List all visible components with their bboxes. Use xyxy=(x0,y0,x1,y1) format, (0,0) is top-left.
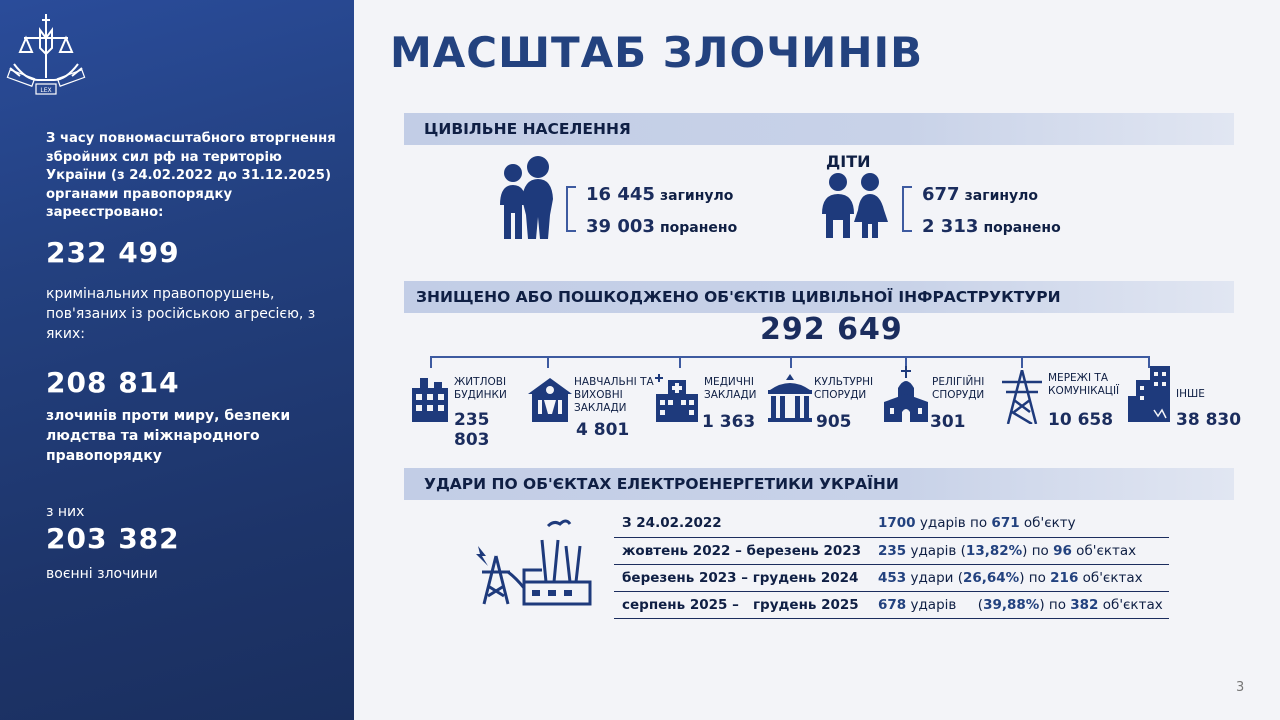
category-networks xyxy=(1000,370,1120,434)
category-name: НАВЧАЛЬНІ ТА ВИХОВНІ ЗАКЛАДИ xyxy=(574,376,654,414)
table-cell-strikes: 1700 ударів по 671 об'єкту xyxy=(870,510,1169,537)
war-crimes-desc: воєнні злочини xyxy=(46,566,158,582)
children-label: ДІТИ xyxy=(826,152,871,171)
category-residential xyxy=(410,374,530,450)
adults-killed xyxy=(586,184,733,205)
table-row xyxy=(614,537,1169,564)
children-killed-label: загинуло xyxy=(964,188,1039,204)
table-cell-period: березень 2023 – грудень 2024 xyxy=(614,564,870,591)
adults-killed-number: 16 445 xyxy=(586,184,655,205)
table-cell-period: жовтень 2022 – березень 2023 xyxy=(614,537,870,564)
theater-icon xyxy=(768,374,812,422)
city-buildings-icon xyxy=(1128,366,1174,422)
adults-wounded-label: поранено xyxy=(659,220,738,236)
energy-heading: УДАРИ ПО ОБ'ЄКТАХ ЕЛЕКТРОЕНЕРГЕТИКИ УКРАЇНИ xyxy=(404,468,1234,500)
power-tower-icon xyxy=(1000,370,1044,424)
tree-drop xyxy=(430,356,432,368)
table-row xyxy=(614,564,1169,591)
infrastructure-total: 292 649 xyxy=(760,312,903,347)
war-crimes-number: 203 382 xyxy=(46,522,180,555)
category-name: КУЛЬТУРНІ СПОРУДИ xyxy=(814,376,874,401)
table-cell-strikes: 453 удари (26,64%) по 216 об'єктах xyxy=(870,564,1169,591)
church-icon xyxy=(884,366,928,422)
category-value: 10 658 xyxy=(1048,410,1114,430)
of-them-label: з них xyxy=(46,504,85,520)
table-cell-period: серпень 2025 – грудень 2025 xyxy=(614,591,870,618)
hospital-icon xyxy=(654,374,700,422)
category-value: 905 xyxy=(816,412,852,432)
civilians-heading: ЦИВІЛЬНЕ НАСЕЛЕННЯ xyxy=(404,113,1234,145)
category-name: ЖИТЛОВІ БУДИНКИ xyxy=(454,376,507,401)
children-wounded-label: поранено xyxy=(983,220,1061,236)
tree-drop xyxy=(1021,356,1023,368)
crimes-peace-number: 208 814 xyxy=(46,366,180,399)
left-panel xyxy=(0,0,354,720)
crimes-peace-desc: злочинів проти миру, безпеки людства та міжнародного правопорядку xyxy=(46,408,291,464)
table-cell-strikes: 235 ударів (13,82%) по 96 об'єктах xyxy=(870,537,1169,564)
children-killed xyxy=(922,184,1038,205)
intro-text: З часу повномасштабного вторгнення збройних сил рф на територію України (з 24.02.2022 до 31.12.2025) органами правопорядку зареєстровано: xyxy=(46,131,336,220)
apartment-building-icon xyxy=(410,374,450,422)
category-name: МЕРЕЖІ ТА КОМУНІКАЦІЇ xyxy=(1048,372,1120,397)
category-medical xyxy=(654,374,774,434)
adults-icon xyxy=(496,155,554,241)
category-value: 1 363 xyxy=(702,412,756,432)
category-other xyxy=(1128,366,1248,434)
category-value: 301 xyxy=(930,412,966,432)
category-religious xyxy=(884,366,1004,434)
children-killed-number: 677 xyxy=(922,184,960,205)
tree-drop xyxy=(547,356,549,368)
page-title: МАСШТАБ ЗЛОЧИНІВ xyxy=(390,28,924,77)
children-wounded xyxy=(922,216,1061,237)
adults-killed-label: загинуло xyxy=(659,188,734,204)
school-icon xyxy=(528,376,572,422)
category-name: МЕДИЧНІ ЗАКЛАДИ xyxy=(704,376,757,401)
table-row xyxy=(614,591,1169,618)
energy-strikes-table xyxy=(614,510,1169,619)
category-value: 4 801 xyxy=(576,420,630,440)
tree-drop xyxy=(790,356,792,368)
children-wounded-number: 2 313 xyxy=(922,216,979,237)
tree-drop xyxy=(679,356,681,368)
page-number: 3 xyxy=(1236,680,1245,695)
emblem-motto: LEX xyxy=(40,87,52,94)
adults-wounded xyxy=(586,216,737,237)
category-name: ІНШЕ xyxy=(1176,388,1205,400)
total-crimes-number: 232 499 xyxy=(46,236,180,269)
prosecutor-emblem-icon xyxy=(6,8,86,98)
category-value: 38 830 xyxy=(1176,410,1242,430)
total-crimes-desc: кримінальних правопорушень, пов'язаних із російською агресією, з яких: xyxy=(46,286,316,342)
category-value: 235 803 xyxy=(454,410,490,450)
category-education xyxy=(528,374,654,440)
table-cell-strikes: 678 ударів (39,88%) по 382 об'єктах xyxy=(870,591,1169,618)
table-row xyxy=(614,510,1169,537)
power-plant-icon xyxy=(472,516,594,608)
adults-wounded-number: 39 003 xyxy=(586,216,655,237)
category-name: РЕЛІГІЙНІ СПОРУДИ xyxy=(932,376,985,401)
adults-bracket xyxy=(566,186,576,232)
children-bracket xyxy=(902,186,912,232)
category-culture xyxy=(768,374,888,434)
children-icon xyxy=(818,170,892,240)
infrastructure-heading: ЗНИЩЕНО АБО ПОШКОДЖЕНО ОБ'ЄКТІВ ЦИВІЛЬНОЇ ІНФРАСТРУКТУРИ xyxy=(404,281,1234,313)
table-cell-period: З 24.02.2022 xyxy=(614,510,870,537)
